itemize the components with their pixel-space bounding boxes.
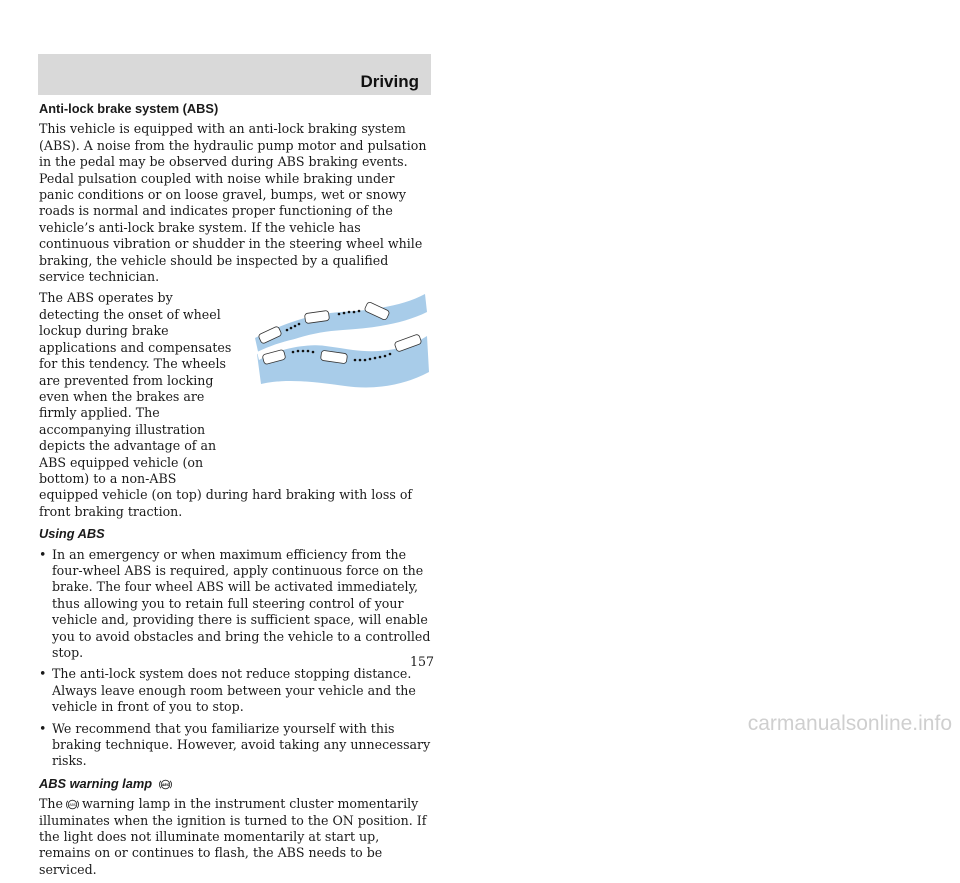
svg-text:ABS: ABS: [161, 782, 169, 787]
svg-text:ABS: ABS: [69, 803, 76, 808]
lamp-para-rest: warning lamp in the instrument cluster momentarily illuminates when the ignition is turned to the ON position. If the light does not illuminate momentarily at start up, remains on or continues to flash, the ABS needs to be serviced.: [39, 796, 427, 877]
abs-road-illustration: [253, 294, 429, 390]
list-item-text: The anti-lock system does not reduce stopping distance. Always leave enough room between your vehicle and the vehicle in front of you to stop.: [52, 666, 416, 715]
list-item-text: We recommend that you familiarize yourself with this braking technique. However, avoid taking any unnecessary risks.: [52, 720, 431, 769]
bullet-icon: •: [39, 666, 47, 682]
abs-heading: Anti-lock brake system (ABS): [39, 101, 219, 116]
list-item: [39, 721, 433, 770]
using-abs-heading: Using ABS: [39, 526, 105, 542]
page-content: [39, 101, 433, 883]
abs-warning-lamp-icon: [159, 778, 172, 791]
lamp-para-start: The: [39, 796, 63, 812]
abs-paragraph-1: This vehicle is equipped with an anti-lock braking system (ABS). A noise from the hydraulic pump motor and pulsation in the pedal may be observed during ABS braking events. Pedal pulsation coupled with noise while braking under panic conditions or on loose gravel, bumps, wet or snowy roads is normal and indicates proper functioning of the vehicle’s anti-lock brake system. If the vehicle has continuous vibration or shudder in the steering wheel while braking, the vehicle should be inspected by a qualified service technician.: [39, 121, 427, 285]
bullet-icon: •: [39, 546, 47, 562]
bullet-icon: •: [39, 720, 47, 736]
page-number: 157: [410, 654, 435, 669]
abs-illustration-block: [39, 290, 433, 487]
abs-warning-lamp-icon: [66, 798, 79, 811]
list-item-text: In an emergency or when maximum efficiency from the four-wheel ABS is required, apply continuous force on the brake. The four wheel ABS will be activated immediately, thus allowing you to retain full steering control of your vehicle and, providing there is sufficient space, will enable you to avoid obstacles and bring the vehicle to a controlled stop.: [52, 546, 431, 660]
list-item: [39, 547, 433, 662]
using-abs-list: [39, 547, 433, 770]
lamp-heading-text: ABS warning lamp: [39, 775, 153, 791]
abs-warning-lamp-heading: [39, 776, 433, 792]
section-title: Driving: [360, 72, 419, 91]
abs-warning-lamp-paragraph: [39, 796, 433, 878]
list-item: [39, 666, 433, 715]
watermark: carmanualsonline.info: [747, 712, 952, 735]
abs-paragraph-2-rest: equipped vehicle (on top) during hard braking with loss of front braking traction.: [39, 487, 413, 519]
abs-paragraph-2-narrow: The ABS operates by detecting the onset of wheel lockup during brake applications and compensates for this tendency. The wheels are prevented from locking even when the brakes are firmly applied. The accompanying illustration depicts the advantage of an ABS equipped vehicle (on bottom) to a non-ABS: [39, 290, 232, 486]
page-header: [38, 54, 431, 95]
